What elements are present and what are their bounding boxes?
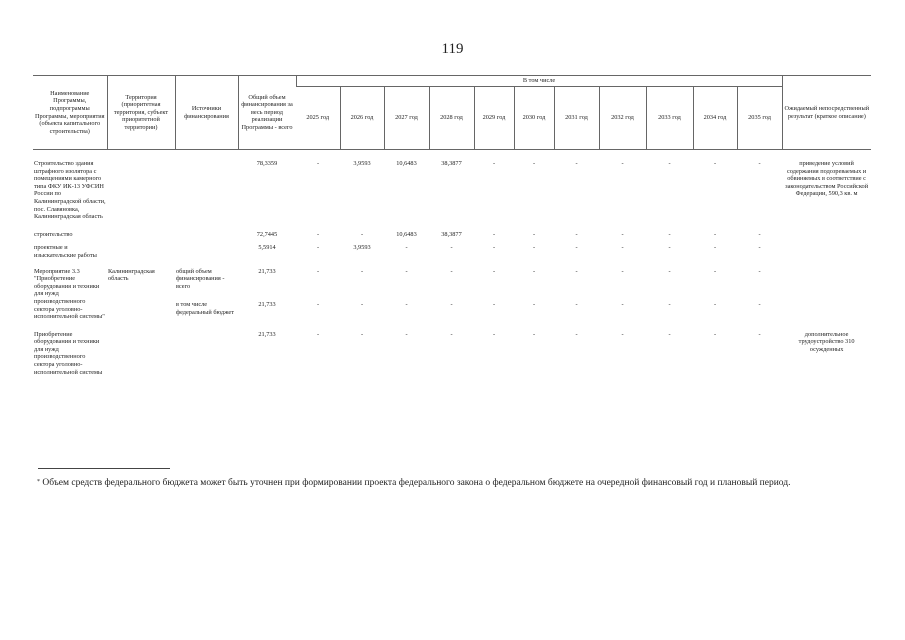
- header-year: 2031 год: [554, 87, 599, 150]
- cell-value: -: [492, 301, 496, 309]
- cell-name: Мероприятие 3.3 "Приобретение оборудования и техники для нужд производственного сектора уголовно-исполнительной системы": [34, 267, 105, 321]
- cell-value: -: [668, 330, 671, 338]
- cell-value: -: [713, 230, 717, 238]
- cell-total: 78,3359: [256, 160, 278, 167]
- cell-value: -: [713, 160, 717, 167]
- financing-table: [33, 75, 871, 376]
- header-sources: Источники финансирования: [175, 76, 238, 150]
- header-total: Общий объем финансирования за весь период реализации Программы - всего: [238, 76, 296, 150]
- cell-value: -: [492, 230, 496, 238]
- header-year: 2025 год: [296, 87, 340, 150]
- cell-value: -: [316, 301, 320, 309]
- cell-value: -: [360, 230, 364, 238]
- cell-value: 3,9593: [353, 160, 371, 167]
- cell-result: [782, 244, 871, 259]
- cell-value: 10,6483: [396, 230, 417, 238]
- cell-value: -: [621, 230, 624, 238]
- cell-value: -: [668, 267, 671, 275]
- cell-territory: Калининградская область: [108, 267, 155, 283]
- cell-value: -: [316, 230, 320, 238]
- cell-value: -: [405, 330, 408, 338]
- cell-value: -: [450, 330, 453, 338]
- cell-value: -: [668, 230, 671, 238]
- header-year: 2029 год: [474, 87, 514, 150]
- header-year: 2030 год: [514, 87, 554, 150]
- cell-value: -: [621, 244, 624, 252]
- cell-value: -: [405, 301, 408, 309]
- cell-value: -: [360, 330, 364, 338]
- cell-value: -: [532, 244, 536, 252]
- cell-value: -: [758, 160, 761, 167]
- table-row: [33, 160, 871, 221]
- cell-value: -: [621, 330, 624, 338]
- cell-value: -: [758, 267, 761, 275]
- cell-value: 38,3877: [441, 230, 462, 238]
- cell-value: -: [316, 267, 320, 275]
- cell-value: -: [621, 160, 624, 167]
- cell-total: 21,733: [258, 267, 276, 275]
- cell-value: -: [532, 330, 536, 338]
- cell-value: -: [532, 230, 536, 238]
- cell-value: -: [450, 244, 453, 252]
- header-year: 2033 год: [646, 87, 693, 150]
- cell-value: -: [492, 160, 496, 167]
- cell-total: 21,733: [258, 301, 276, 309]
- cell-name: строительство: [34, 230, 73, 238]
- cell-value: -: [575, 267, 578, 275]
- cell-value: -: [758, 301, 761, 309]
- cell-source: [175, 244, 238, 259]
- cell-value: -: [575, 244, 578, 252]
- cell-value: -: [360, 267, 364, 275]
- cell-name: проектные и изыскательские работы: [34, 244, 97, 259]
- table-row: [33, 301, 871, 321]
- header-result: Ожидаемый непосредственный результат (краткое описание): [782, 76, 871, 150]
- cell-value: -: [621, 301, 624, 309]
- cell-total: 5,5914: [258, 244, 276, 252]
- cell-value: -: [713, 330, 717, 338]
- table-row: [33, 244, 871, 259]
- header-including: В том числе: [296, 76, 782, 87]
- cell-value: -: [713, 244, 717, 252]
- cell-result: приведение условий содержания подозреваемых и обвиняемых в соответствие с законодательством Российской Федерации, 590,3 кв. м: [785, 160, 869, 198]
- cell-value: -: [575, 330, 578, 338]
- cell-result: дополнительное трудоустройство 310 осужденных: [798, 330, 855, 353]
- header-year: 2027 год: [384, 87, 429, 150]
- cell-value: -: [450, 267, 453, 275]
- cell-value: -: [405, 244, 408, 252]
- cell-value: -: [360, 301, 364, 309]
- cell-value: -: [492, 330, 496, 338]
- cell-value: -: [575, 230, 578, 238]
- cell-source: [175, 231, 238, 239]
- footnote-divider: [38, 468, 170, 469]
- cell-value: -: [713, 267, 717, 275]
- cell-value: -: [316, 330, 320, 338]
- cell-territory: [107, 160, 175, 221]
- cell-name: Приобретение оборудования и техники для нужд производственного сектора уголовно-исполнительной системы: [34, 330, 103, 376]
- page-number: 119: [441, 41, 464, 57]
- cell-total: 21,733: [258, 330, 276, 338]
- cell-value: -: [758, 244, 761, 252]
- cell-result: [782, 231, 871, 239]
- header-year: 2034 год: [693, 87, 737, 150]
- table-row: [33, 231, 871, 239]
- cell-value: -: [492, 267, 496, 275]
- cell-result: [782, 301, 871, 321]
- cell-territory: [107, 331, 175, 377]
- header-year: 2032 год: [599, 87, 646, 150]
- cell-value: -: [713, 301, 717, 309]
- cell-value: -: [450, 301, 453, 309]
- table-row: [33, 331, 871, 377]
- cell-value: -: [668, 244, 671, 252]
- cell-total: 72,7445: [256, 230, 278, 238]
- cell-source: [175, 331, 238, 377]
- cell-value: -: [492, 244, 496, 252]
- cell-value: -: [575, 301, 578, 309]
- cell-value: -: [316, 160, 320, 167]
- cell-value: -: [405, 267, 408, 275]
- header-year: 2026 год: [340, 87, 384, 150]
- cell-value: -: [532, 301, 536, 309]
- cell-value: -: [532, 160, 536, 167]
- cell-value: -: [532, 267, 536, 275]
- cell-source: [175, 160, 238, 221]
- footnote-text: Объем средств федерального бюджета может быть уточнен при формировании проекта федерального закона о федеральном бюджете на очередной финансовый год и плановый период.: [42, 478, 791, 488]
- cell-source: общий объем финансирования - всего: [176, 267, 225, 290]
- cell-value: -: [316, 244, 320, 252]
- header-year: 2028 год: [429, 87, 474, 150]
- header-territory: Территория (приоритетная территория, субъект приоритетной территории): [107, 76, 175, 150]
- cell-value: -: [758, 230, 761, 238]
- cell-value: -: [621, 267, 624, 275]
- cell-value: 38,3877: [441, 160, 462, 167]
- cell-value: -: [668, 160, 671, 167]
- header-year: 2035 год: [737, 87, 782, 150]
- cell-value: -: [575, 160, 578, 167]
- table-row: [33, 268, 871, 297]
- cell-value: -: [758, 330, 761, 338]
- cell-name: Строительство здания штрафного изолятора с помещениями камерного типа ФКУ ИК-13 УФСИН России по Калининградской области, пос. Славяновка, Калининградская область: [34, 160, 106, 221]
- cell-value: 10,6483: [396, 160, 417, 167]
- cell-territory: [107, 244, 175, 259]
- header-name: Наименование Программы, подпрограммы Программы, мероприятия (объекта капитального строительства): [33, 76, 107, 150]
- cell-value: -: [668, 301, 671, 309]
- cell-value: 3,9593: [353, 244, 371, 252]
- cell-territory: [107, 231, 175, 239]
- footnote: [37, 477, 877, 489]
- cell-result: [782, 268, 871, 297]
- cell-territory: [107, 301, 175, 321]
- cell-source: в том числе федеральный бюджет: [176, 301, 234, 316]
- footnote-marker: *: [37, 479, 40, 485]
